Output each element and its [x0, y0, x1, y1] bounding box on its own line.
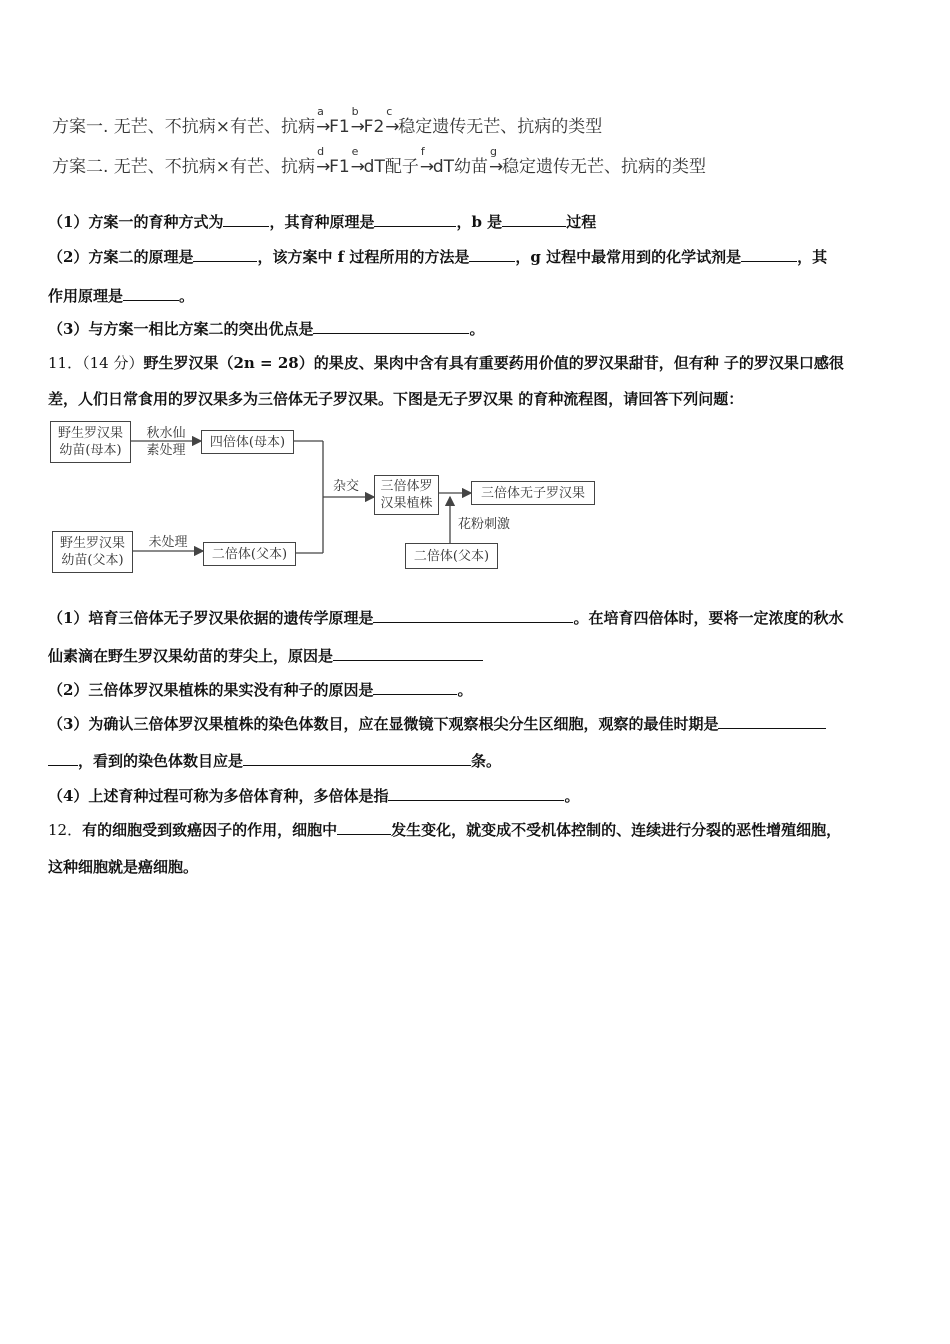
blank[interactable] [333, 646, 483, 661]
blank[interactable] [388, 786, 564, 801]
box-wild-mother: 野生罗汉果 幼苗(母本) [50, 421, 131, 463]
arrow-e: e → [350, 145, 365, 177]
arrow-g: g → [489, 145, 504, 177]
scheme-one-f2: F2 [363, 117, 385, 137]
q11-part2: （2）三倍体罗汉果植株的果实没有种子的原因是 。 [48, 681, 473, 699]
arrow-c: c → [385, 105, 400, 137]
blank[interactable] [373, 680, 457, 695]
label-colchicine: 秋水仙 素处理 [146, 426, 186, 458]
scheme-two-suffix: 稳定遗传无芒、抗病的类型 [502, 157, 707, 177]
label-pollen: 花粉刺激 [457, 517, 510, 532]
scheme-one-prefix: 方案一. 无芒、不抗病×有芒、抗病 [52, 117, 316, 137]
scheme-two-dt-seedling: dT幼苗 [432, 157, 489, 177]
scheme-two-f1: F1 [329, 157, 350, 177]
q10-part2-cont: 作用原理是 。 [48, 287, 195, 305]
box-wild-father: 野生罗汉果 幼苗(父本) [52, 531, 133, 573]
q12-line1: 12．有的细胞受到致癌因子的作用，细胞中 发生变化，就变成不受机体控制的、连续进行分裂的恶性增殖细胞， [48, 821, 842, 839]
scheme-one-f1: F1 [329, 117, 350, 137]
box-tetraploid: 四倍体(母本) [201, 430, 294, 454]
q11-part1: （1）培育三倍体无子罗汉果依据的遗传学原理是 。在培育四倍体时，要将一定浓度的秋水 [48, 609, 844, 627]
question-score: （14 分） [82, 354, 144, 372]
arrow-a: a → [316, 105, 331, 137]
scheme-one-suffix: 稳定遗传无芒、抗病的类型 [398, 117, 603, 137]
arrow-b: b → [350, 105, 365, 137]
box-triploid-plant: 三倍体罗 汉果植株 [374, 475, 439, 515]
q10-part2: （2）方案二的原理是 ，该方案中 f 过程所用的方法是 ，g 过程中最常用到的化学试剂是 ，其 [48, 248, 828, 266]
box-diploid-father: 二倍体(父本) [203, 542, 296, 566]
arrow-f: f → [419, 145, 435, 177]
q11-intro-line2: 差，人们日常食用的罗汉果多为三倍体无子罗汉果。下图是无子罗汉果 的育种流程图，请回答下列问题： [48, 390, 744, 408]
blank[interactable] [373, 608, 573, 623]
q11-part3: （3）为确认三倍体罗汉果植株的染色体数目，应在显微镜下观察根尖分生区细胞，观察的最佳时期是 [48, 713, 826, 734]
scheme-two-dt-gamete: dT配子 [363, 157, 419, 177]
label-cross: 杂交 [332, 479, 359, 494]
blank[interactable] [243, 751, 471, 766]
q11-intro-line1: 11．（14 分）野生罗汉果（2n = 28）的果皮、果肉中含有具有重要药用价值的罗汉果甜苷，但有种 子的罗汉果口感很 [48, 354, 844, 372]
scheme-two-prefix: 方案二. 无芒、不抗病×有芒、抗病 [52, 157, 316, 177]
label-untreated: 未处理 [148, 535, 188, 550]
q11-part4: （4）上述育种过程可称为多倍体育种，多倍体是指 。 [48, 787, 580, 805]
box-seedless: 三倍体无子罗汉果 [471, 481, 595, 505]
q12-line2: 这种细胞就是癌细胞。 [48, 858, 199, 876]
q10-part1: （1）方案一的育种方式为 ，其育种原理是 ，b 是 过程 [48, 213, 597, 231]
question-number: 12． [48, 821, 83, 839]
box-diploid-father-pollen: 二倍体(父本) [405, 543, 498, 569]
blank[interactable] [48, 751, 78, 766]
blank[interactable] [718, 714, 826, 729]
question-number: 11． [48, 354, 83, 372]
blank[interactable] [337, 820, 391, 835]
q11-part1-cont: 仙素滴在野生罗汉果幼苗的芽尖上，原因是 [48, 645, 483, 666]
breeding-flow-diagram [0, 0, 950, 600]
arrow-d: d → [316, 145, 331, 177]
q11-part3-cont: ，看到的染色体数目应是 条。 [48, 750, 501, 771]
q10-part3: （3）与方案一相比方案二的突出优点是 。 [48, 320, 485, 338]
